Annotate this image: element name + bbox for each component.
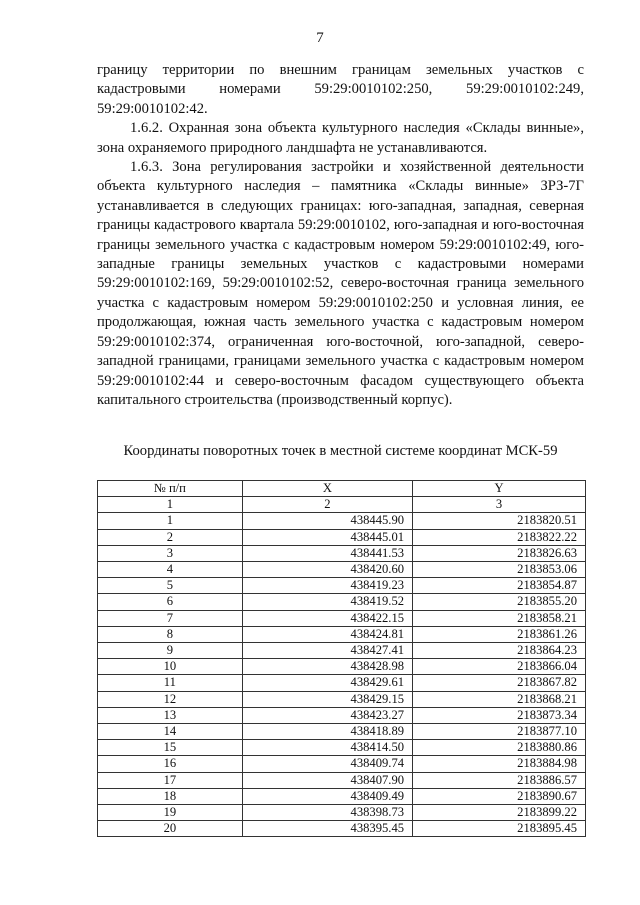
header-number: № п/п: [98, 481, 243, 497]
table-row: [98, 675, 586, 691]
cell-y: 2183855.20: [413, 594, 586, 610]
cell-y: 2183880.86: [413, 740, 586, 756]
table-row: [98, 529, 586, 545]
cell-y: 2183854.87: [413, 578, 586, 594]
subheader-x: 2: [242, 497, 412, 513]
cell-y: 2183895.45: [413, 821, 586, 837]
cell-y: 2183867.82: [413, 675, 586, 691]
table-row: [98, 594, 586, 610]
cell-y: 2183890.67: [413, 788, 586, 804]
table-row: [98, 691, 586, 707]
subheader-y: 3: [413, 497, 586, 513]
cell-x: 438424.81: [242, 626, 412, 642]
cell-number: 1: [98, 513, 243, 529]
cell-y: 2183884.98: [413, 756, 586, 772]
table-row: [98, 724, 586, 740]
paragraph-1-6-2: 1.6.2. Охранная зона объекта культурного наследия «Склады винные», зона охраняемого природного ландшафта не устанавливаются.: [97, 120, 584, 156]
table-row: [98, 610, 586, 626]
table-row: [98, 562, 586, 578]
table-row: [98, 513, 586, 529]
cell-number: 7: [98, 610, 243, 626]
subheader-number: 1: [98, 497, 243, 513]
table-row: [98, 821, 586, 837]
cell-y: 2183864.23: [413, 643, 586, 659]
header-x: X: [242, 481, 412, 497]
cell-x: 438409.74: [242, 756, 412, 772]
cell-number: 11: [98, 675, 243, 691]
cell-number: 13: [98, 707, 243, 723]
cell-y: 2183886.57: [413, 772, 586, 788]
body-text: [97, 61, 584, 410]
cell-number: 17: [98, 772, 243, 788]
table-row: [98, 788, 586, 804]
page-number: 7: [316, 30, 324, 46]
cell-x: 438407.90: [242, 772, 412, 788]
table-row: [98, 643, 586, 659]
table-row: [98, 545, 586, 561]
cell-number: 16: [98, 756, 243, 772]
cell-x: 438441.53: [242, 545, 412, 561]
cell-number: 14: [98, 724, 243, 740]
cell-y: 2183868.21: [413, 691, 586, 707]
cell-x: 438445.90: [242, 513, 412, 529]
coordinates-table: [97, 480, 586, 837]
cell-x: 438422.15: [242, 610, 412, 626]
table-header-row: [98, 481, 586, 497]
cell-number: 18: [98, 788, 243, 804]
cell-number: 12: [98, 691, 243, 707]
cell-number: 6: [98, 594, 243, 610]
cell-y: 2183820.51: [413, 513, 586, 529]
cell-x: 438395.45: [242, 821, 412, 837]
cell-x: 438398.73: [242, 805, 412, 821]
table-row: [98, 805, 586, 821]
cell-y: 2183866.04: [413, 659, 586, 675]
cell-x: 438420.60: [242, 562, 412, 578]
table-row: [98, 707, 586, 723]
cell-number: 20: [98, 821, 243, 837]
cell-x: 438419.23: [242, 578, 412, 594]
cell-x: 438418.89: [242, 724, 412, 740]
table-subheader-row: [98, 497, 586, 513]
cell-x: 438445.01: [242, 529, 412, 545]
table-row: [98, 740, 586, 756]
cell-number: 4: [98, 562, 243, 578]
cell-y: 2183861.26: [413, 626, 586, 642]
cell-y: 2183873.34: [413, 707, 586, 723]
cell-x: 438409.49: [242, 788, 412, 804]
table-row: [98, 659, 586, 675]
cell-y: 2183853.06: [413, 562, 586, 578]
table-body: [98, 513, 586, 837]
paragraph-1-6-3: 1.6.3. Зона регулирования застройки и хозяйственной деятельности объекта культурного наследия – памятника «Склады винные» ЗРЗ-7Г устанавливается в следующих границах: юго-западная, западная, северная границы кадастрового квартала 59:29:0010102, юго-западная и юго-восточная границы земельного участка с кадастровым номером 59:29:0010102:49, юго-западные границы земельных участков с кадастровыми номерами 59:29:0010102:169, 59:29:0010102:52, северо-восточная граница земельного участка с кадастровым номером 59:29:0010102:250 и условная линия, ее продолжающая, южная часть земельного участка с кадастровым номером 59:29:0010102:374, ограниченная юго-восточной, юго-западной, северо-западной границами, границами земельного участка с кадастровым номером 59:29:0010102:44 и северо-восточным фасадом существующего объекта капитального строительства (производственный корпус).: [97, 159, 584, 408]
cell-y: 2183826.63: [413, 545, 586, 561]
cell-x: 438427.41: [242, 643, 412, 659]
table-row: [98, 756, 586, 772]
table-caption: Координаты поворотных точек в местной системе координат МСК-59: [123, 443, 558, 459]
cell-number: 15: [98, 740, 243, 756]
cell-x: 438414.50: [242, 740, 412, 756]
cell-y: 2183899.22: [413, 805, 586, 821]
cell-number: 19: [98, 805, 243, 821]
cell-y: 2183858.21: [413, 610, 586, 626]
cell-x: 438429.15: [242, 691, 412, 707]
paragraph-continuation: границу территории по внешним границам земельных участков с кадастровыми номерами 59:29:0010102:250, 59:29:0010102:249, 59:29:0010102:42.: [97, 62, 584, 117]
cell-number: 9: [98, 643, 243, 659]
cell-y: 2183877.10: [413, 724, 586, 740]
cell-x: 438428.98: [242, 659, 412, 675]
cell-x: 438429.61: [242, 675, 412, 691]
cell-number: 3: [98, 545, 243, 561]
table-row: [98, 578, 586, 594]
header-y: Y: [413, 481, 586, 497]
table-row: [98, 772, 586, 788]
cell-y: 2183822.22: [413, 529, 586, 545]
cell-number: 5: [98, 578, 243, 594]
cell-x: 438419.52: [242, 594, 412, 610]
cell-number: 8: [98, 626, 243, 642]
cell-x: 438423.27: [242, 707, 412, 723]
cell-number: 10: [98, 659, 243, 675]
table-row: [98, 626, 586, 642]
cell-number: 2: [98, 529, 243, 545]
